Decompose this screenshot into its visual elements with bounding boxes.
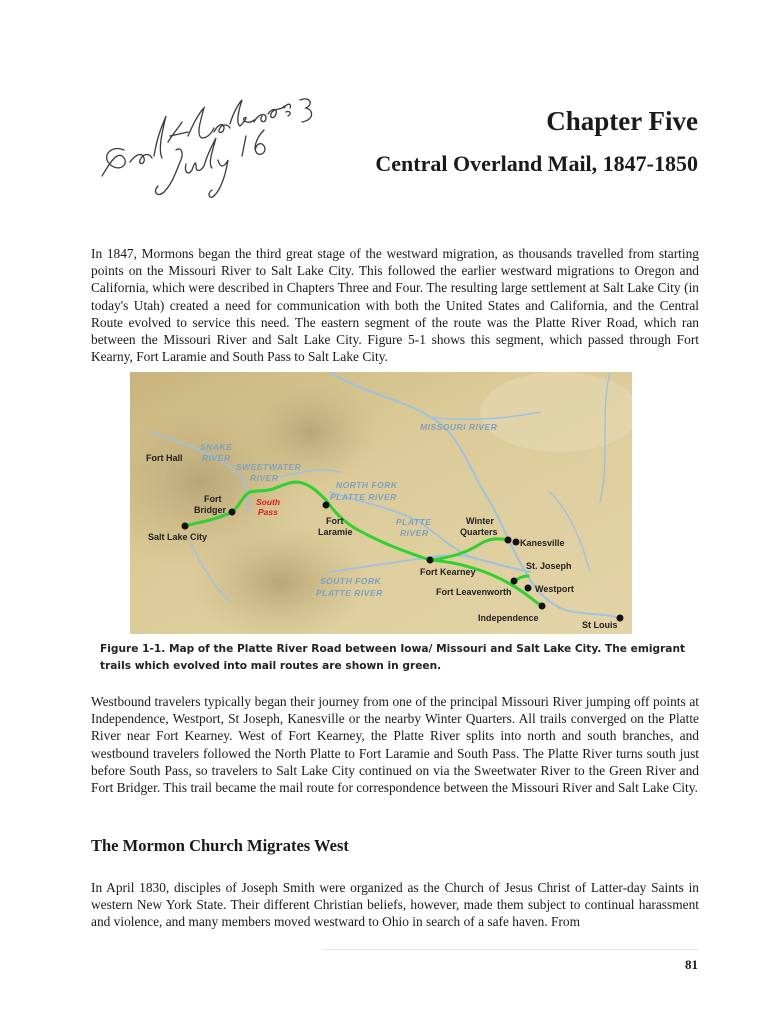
place-label-kanesville: Kanesville: [520, 538, 565, 548]
river-label-sweetwater-2: RIVER: [250, 473, 279, 483]
chapter-title: Chapter Five: [546, 106, 698, 136]
river-label-snake-1: SNAKE: [200, 442, 233, 452]
river-label-missouri: MISSOURI RIVER: [420, 422, 498, 432]
place-label-st-louis: St Louis: [582, 620, 618, 630]
body-paragraph-1: In 1847, Mormons began the third great stage of the westward migration, as thousands travelled from starting points on the Missouri River to Salt Lake City. This followed the earlier westward migrations to Oregon and California, which were described in Chapters Three and Four. The resulting large settlement at Salt Lake City (in today's Utah) created a need for communication with both the United States and California, and the Central Route evolved to service this need. The eastern segment of the route was the Platte River Road, which ran between the Missouri River and Salt Lake City. Figure 5-1 shows this segment, which passed through Fort Kearny, Fort Laramie and South Pass to Salt Lake City.: [91, 246, 699, 365]
river-label-platte-1: PLATTE: [396, 517, 432, 527]
place-label-south-pass-1: South: [256, 497, 281, 507]
place-label-fort-laramie-1: Fort: [326, 516, 344, 526]
platte-river-road-map: [130, 372, 632, 634]
body-paragraph-3: In April 1830, disciples of Joseph Smith were organized as the Church of Jesus Christ of Latter-day Saints in western New York State. Their different Christian beliefs, however, made them subject to continual harassment and violence, and many members moved westward to Ohio in search of a safe haven. From: [91, 880, 699, 930]
place-label-winter-quarters-1: Winter: [466, 516, 494, 526]
body-paragraph-2: Westbound travelers typically began their journey from one of the principal Missouri River jumping off points at Independence, Westport, St Joseph, Kanesville or the nearby Winter Quarters. All trails converged on the Platte River near Fort Kearney. West of Fort Kearney, the Platte River splits into north and south branches, and westbound travelers followed the North Platte to Fort Laramie and South Pass. The Platte River turns south just before South Pass, so travelers to Salt Lake City continued on via the Sweetwater River to the Green River and Fort Bridger. This trail became the mail route for correspondence between the Missouri River and Salt Lake City.: [91, 694, 699, 796]
chapter-subtitle: Central Overland Mail, 1847-1850: [375, 151, 698, 176]
river-label-snake-2: RIVER: [202, 453, 231, 463]
place-label-fort-kearney: Fort Kearney: [420, 567, 476, 577]
place-label-westport: Westport: [535, 584, 574, 594]
river-label-south-fork-2: PLATTE RIVER: [316, 588, 383, 598]
river-label-platte-2: RIVER: [400, 528, 429, 538]
place-label-independence: Independence: [478, 613, 539, 623]
footer-rule: [323, 949, 699, 950]
river-label-sweetwater-1: SWEETWATER: [236, 462, 302, 472]
place-label-south-pass-2: Pass: [258, 507, 278, 517]
river-label-north-fork-1: NORTH FORK: [336, 480, 398, 490]
place-label-fort-bridger-2: Bridger: [194, 505, 227, 515]
place-label-fort-laramie-2: Laramie: [318, 527, 353, 537]
place-label-salt-lake-city: Salt Lake City: [148, 532, 208, 542]
place-label-fort-bridger-1: Fort: [204, 494, 222, 504]
figure-caption: Figure 1-1. Map of the Platte River Road between Iowa/ Missouri and Salt Lake City. The emigrant trails which evolved into mail routes are shown in green.: [100, 643, 686, 672]
place-label-fort-hall: Fort Hall: [146, 453, 183, 463]
place-label-fort-leavenworth: Fort Leavenworth: [436, 587, 512, 597]
handwritten-signature: [92, 92, 332, 212]
place-label-st-joseph: St. Joseph: [526, 561, 572, 571]
place-label-winter-quarters-2: Quarters: [460, 527, 498, 537]
river-label-south-fork-1: SOUTH FORK: [320, 576, 382, 586]
section-heading: The Mormon Church Migrates West: [91, 836, 349, 855]
page-number: 81: [685, 957, 698, 972]
river-label-north-fork-2: PLATTE RIVER: [330, 492, 397, 502]
